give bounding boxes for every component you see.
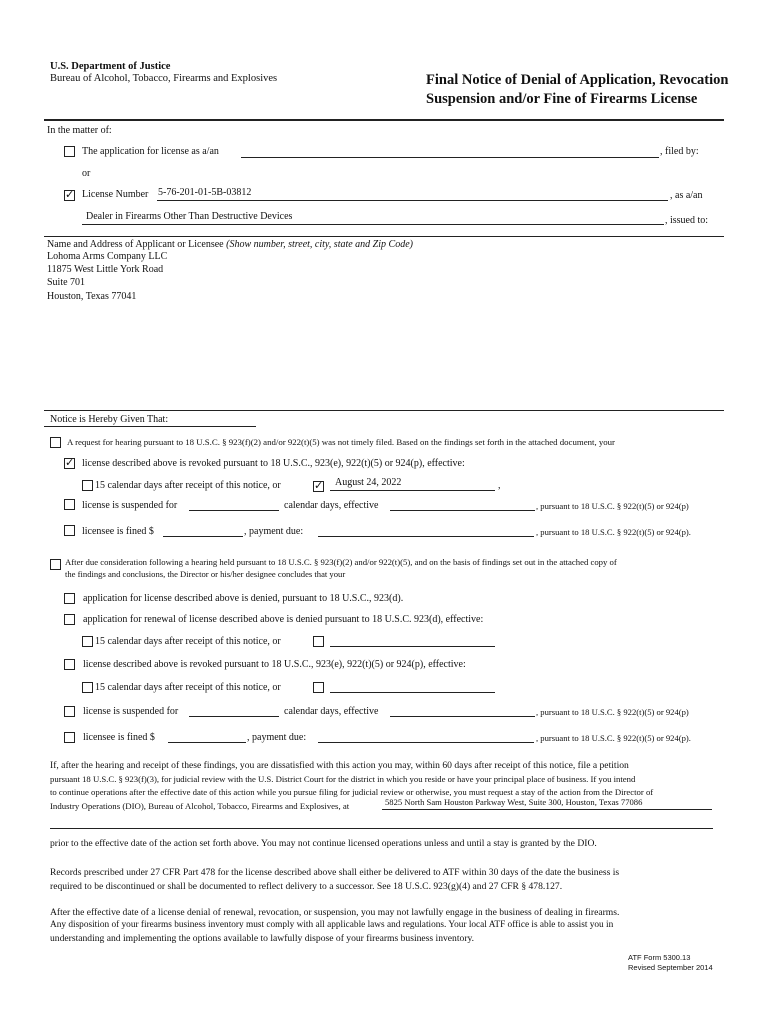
s1-payment-due-label: , payment due:: [244, 526, 304, 537]
s2-revoked-15days-checkbox[interactable]: [82, 682, 93, 693]
s1-fined-checkbox[interactable]: [64, 525, 75, 536]
s1-suspended-pursuant: , pursuant to 18 U.S.C. § 922(t)(5) or 924(p): [536, 501, 689, 511]
s2-suspended-effective-field[interactable]: [390, 716, 535, 717]
form-number: ATF Form 5300.13: [628, 953, 691, 962]
no-hearing-text: A request for hearing pursuant to 18 U.S.C. § 923(f)(2) and/or 922(t)(5) was not timely filed. Based on the findings set forth in the attached document, your: [67, 437, 615, 447]
s2-fined-label: licensee is fined $: [83, 732, 155, 743]
s1-fined-pursuant: , pursuant to 18 U.S.C. § 922(t)(5) or 924(p).: [536, 527, 691, 537]
s2-revoked-date-field[interactable]: [330, 692, 495, 693]
licensee-suite[interactable]: Suite 701: [47, 277, 86, 288]
notice-underline: [44, 426, 256, 427]
dio-address[interactable]: 5825 North Sam Houston Parkway West, Suite 300, Houston, Texas 77086: [385, 797, 643, 807]
after-hearing-checkbox[interactable]: [50, 559, 61, 570]
licensee-address-label: Name and Address of Applicant or Licensee (Show number, street, city, state and Zip Code): [47, 239, 413, 250]
s1-15days-text: 15 calendar days after receipt of this notice, or: [95, 480, 281, 491]
matter-divider: [44, 236, 724, 237]
s2-calendar-days-label: calendar days, effective: [284, 706, 379, 717]
s2-fined-checkbox[interactable]: [64, 732, 75, 743]
judicial-review-line4: Industry Operations (DIO), Bureau of Alcohol, Tobacco, Firearms and Explosives, at: [50, 801, 350, 811]
judicial-review-line2: pursuant 18 U.S.C. § 923(f)(3), for judicial review with the U.S. District Court for the district in which you reside or have your principal place of business. If you intend: [50, 774, 636, 784]
s1-date-comma: ,: [498, 480, 501, 491]
s2-renewal-date-field[interactable]: [330, 646, 495, 647]
judicial-review-line1: If, after the hearing and receipt of these findings, you are dissatisfied with this action you may, within 60 days after receipt of this notice, file a petition: [50, 760, 629, 771]
s2-renewal-15days-text: 15 calendar days after receipt of this notice, or: [95, 636, 281, 647]
s1-date-checkbox[interactable]: [313, 481, 324, 492]
or-label: or: [82, 168, 91, 179]
s2-payment-due-label: , payment due:: [247, 732, 307, 743]
notice-label: Notice is Hereby Given That:: [50, 414, 169, 425]
license-number-checkbox[interactable]: [64, 190, 75, 201]
s2-suspended-days-field[interactable]: [189, 716, 279, 717]
s2-renewal-15days-checkbox[interactable]: [82, 636, 93, 647]
form-title-line2: Suspension and/or Fine of Firearms License: [426, 91, 698, 107]
s2-renewal-denied-checkbox[interactable]: [64, 614, 75, 625]
s1-effective-date[interactable]: August 24, 2022: [335, 477, 402, 488]
s1-effective-date-field: [330, 490, 495, 491]
s1-fine-amount-field[interactable]: [163, 536, 243, 537]
s2-renewal-denied-text: application for renewal of license described above is denied pursuant to 18 U.S.C. 923(d), effective:: [83, 614, 484, 625]
no-hearing-checkbox[interactable]: [50, 437, 61, 448]
s2-suspended-pursuant: , pursuant to 18 U.S.C. § 922(t)(5) or 924(p): [536, 707, 689, 717]
s1-suspended-effective-field[interactable]: [390, 510, 535, 511]
as-an-label: , as a/an: [670, 190, 703, 201]
records-line1: Records prescribed under 27 CFR Part 478 for the license described above shall either be delivered to ATF within 30 days of the date the business is: [50, 867, 620, 878]
s1-fined-label: licensee is fined $: [82, 526, 154, 537]
s2-payment-due-field[interactable]: [318, 742, 534, 743]
s2-revoked-checkbox[interactable]: [64, 659, 75, 670]
application-checkbox[interactable]: [64, 146, 75, 157]
s1-suspended-checkbox[interactable]: [64, 499, 75, 510]
license-number-value[interactable]: 5-76-201-01-5B-03812: [158, 187, 252, 198]
matter-label: In the matter of:: [47, 125, 112, 136]
s2-renewal-date-checkbox[interactable]: [313, 636, 324, 647]
form-revised-date: Revised September 2014: [628, 963, 713, 972]
s2-suspended-checkbox[interactable]: [64, 706, 75, 717]
disposition-line1: After the effective date of a license denial of renewal, revocation, or suspension, you may not lawfully engage in the business of dealing in firearms.: [50, 907, 620, 918]
s2-revoked-15days-text: 15 calendar days after receipt of this notice, or: [95, 682, 281, 693]
after-hearing-line1: After due consideration following a hearing held pursuant to 18 U.S.C. § 923(f)(2) and/or 922(t)(5), and on the basis of findings set out in the attached copy of: [65, 557, 617, 567]
after-hearing-line2: the findings and conclusions, the Director or his/her designee concludes that your: [65, 569, 346, 579]
filed-by-label: , filed by:: [660, 146, 699, 157]
s1-suspended-label: license is suspended for: [82, 500, 178, 511]
license-number-label: License Number: [82, 189, 149, 200]
s1-suspended-days-field[interactable]: [189, 510, 279, 511]
licensee-city[interactable]: Houston, Texas 77041: [47, 291, 137, 302]
agency-name: U.S. Department of Justice: [50, 61, 171, 72]
license-type-value[interactable]: Dealer in Firearms Other Than Destructive Devices: [86, 211, 293, 222]
dio-address-field: [382, 809, 712, 810]
s1-calendar-days-label: calendar days, effective: [284, 500, 379, 511]
s2-app-denied-checkbox[interactable]: [64, 593, 75, 604]
s2-suspended-label: license is suspended for: [83, 706, 179, 717]
license-number-field: [157, 200, 668, 201]
license-type-field: [82, 224, 664, 225]
issued-to-label: , issued to:: [665, 215, 709, 226]
s1-revoked-text: license described above is revoked pursuant to 18 U.S.C., 923(e), 922(t)(5) or 924(p), effective:: [82, 458, 465, 469]
application-label: The application for license as a/an: [82, 146, 219, 157]
disposition-line2: Any disposition of your firearms business inventory must comply with all applicable laws and regulations. Your local ATF office is able to assist you in: [50, 920, 614, 930]
bureau-name: Bureau of Alcohol, Tobacco, Firearms and Explosives: [50, 73, 278, 84]
records-line2: required to be discontinued or shall be documented to reflect delivery to a successor. See 18 U.S.C. 923(g)(4) and 27 CFR § 478.127.: [50, 881, 563, 892]
disposition-line3: understanding and implementing the options available to lawfully dispose of your firearms business inventory.: [50, 933, 475, 944]
licensee-street[interactable]: 11875 West Little York Road: [47, 264, 164, 275]
judicial-review-line3: to continue operations after the effective date of this action while you pursue filing for judicial review or otherwise, you must request a stay of the action from the Director of: [50, 787, 654, 797]
dio-address-field-2[interactable]: [50, 828, 713, 829]
form-title-line1: Final Notice of Denial of Application, Revocation: [426, 72, 729, 88]
s2-revoked-date-checkbox[interactable]: [313, 682, 324, 693]
prior-effective-text: prior to the effective date of the action set forth above. You may not continue licensed operations unless and until a stay is granted by the DIO.: [50, 838, 597, 849]
s2-revoked-text: license described above is revoked pursuant to 18 U.S.C., 923(e), 922(t)(5) or 924(p), effective:: [83, 659, 466, 670]
s1-revoked-checkbox[interactable]: [64, 458, 75, 469]
s1-payment-due-field[interactable]: [318, 536, 534, 537]
header-divider: [44, 119, 724, 121]
application-type-field[interactable]: [241, 157, 659, 158]
s2-fine-amount-field[interactable]: [168, 742, 246, 743]
s2-app-denied-text: application for license described above is denied, pursuant to 18 U.S.C., 923(d).: [83, 593, 404, 604]
licensee-name[interactable]: Lohoma Arms Company LLC: [47, 251, 168, 262]
licensee-divider: [44, 410, 724, 411]
s2-fined-pursuant: , pursuant to 18 U.S.C. § 922(t)(5) or 924(p).: [536, 733, 691, 743]
s1-15days-checkbox[interactable]: [82, 480, 93, 491]
